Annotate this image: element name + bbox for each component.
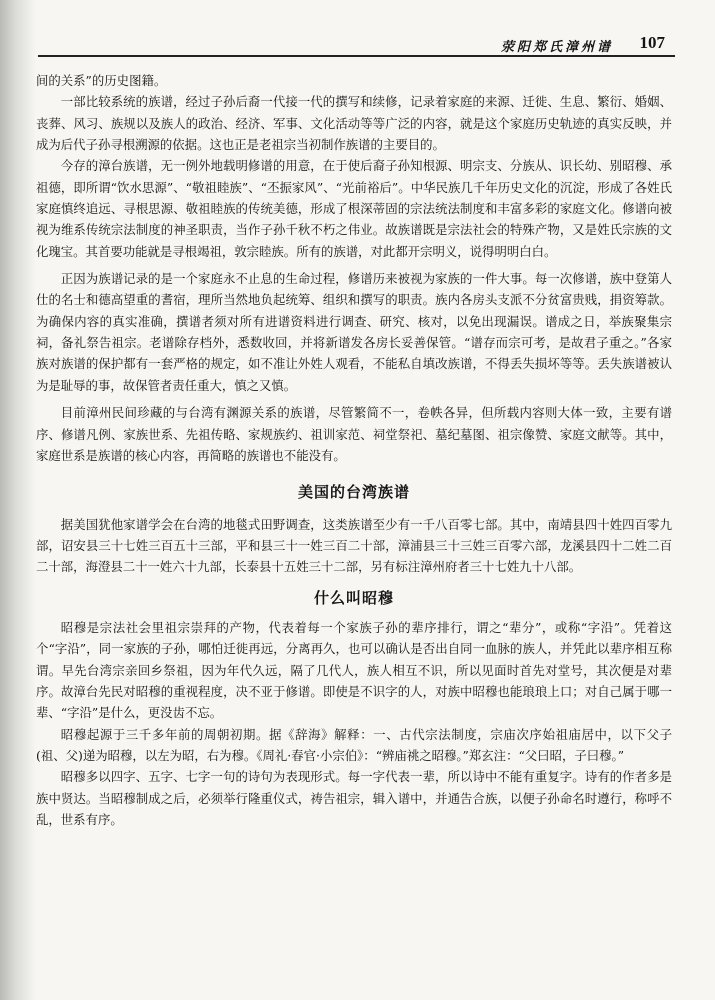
page-body (36, 70, 672, 830)
book-title: 荥阳郑氏漳州谱 (500, 40, 613, 55)
paragraph: 间的关系”的历史图籍。 (36, 73, 167, 88)
paragraph: 据美国犹他家谱学会在台湾的地毯式田野调查，这类族谱至少有一千八百零七部。其中，南靖县四十姓四百零九部，诏安县三十七姓三百五十三部，平和县三十一姓三百二十部，漳浦县三十三姓三百零六部，龙溪县四十二姓二百二十部，海澄县二十一姓六十九部，长泰县十五姓三十二部，另有标注漳州府者三十七姓九十八部。 (36, 516, 672, 575)
paragraph: 目前漳州民间珍藏的与台湾有渊源关系的族谱，尽管繁简不一，卷帙各异，但所载内容则大体一致，主要有谱序、修谱凡例、家族世系、先祖传略、家规族约、祖训家范、祠堂祭祀、墓纪墓图、祖宗像赞、家庭文献等。其中，家庭世系是族谱的核心内容，再简略的族谱也不能没有。 (36, 405, 672, 463)
paragraph: 今存的漳台族谱，无一例外地载明修谱的用意，在于使后裔子孙知根源、明宗支、分族从、识长幼、别昭穆、承祖德，即所谓“饮水思源”、“敬祖睦族”、“丕振家风”、“光前裕后”。中华民族几千年历史文化的沉淀，形成了各姓氏家庭慎终追远、寻根思源、敬祖睦族的传统美德，形成了根深蒂固的宗法统法制度和丰富多彩的家庭文化。修谱向被视为维系传统宗法制度的神圣职责，当作子孙千秋不朽之伟业。故族谱既是宗法社会的特殊产物，又是姓氏宗族的文化瑰宝。其首要功能就是寻根竭祖，敦宗睦族。所有的族谱，对此都开宗明义，说得明明白白。 (36, 158, 672, 259)
running-header (0, 28, 715, 56)
page-spine-shadow (0, 0, 36, 1000)
page-number: 107 (639, 33, 665, 52)
section-heading: 什么叫昭穆 (313, 588, 394, 607)
paragraph: 正因为族谱记录的是一个家庭永不止息的生命过程，修谱历来被视为家族的一件大事。每一次修谱，族中登第人仕的名士和德高望重的耆宿，理所当然地负起统筹、组织和撰写的职责。族内各房头支派不分贫富贵贱，捐资筹款。为确保内容的真实准确，撰谱者须对所有进谱资料进行调查、研究、核对，以免出现漏误。谱成之日，举族聚集宗祠，备礼祭告祖宗。老谱除存档外，悉数收回，并将新谱发各房长妥善保管。“谱存而宗可考，是故君子重之。”各家族对族谱的保护都有一套严格的规定，如不准让外姓人观看，不能私自填改族谱，不得丢失损坏等等。丢失族谱被认为是耻辱的事，故保管者责任重大，慎之又慎。 (36, 271, 672, 393)
header-rule (38, 55, 675, 57)
section-heading: 美国的台湾族谱 (297, 483, 410, 502)
paragraph: 一部比较系统的族谱，经过子孙后裔一代接一代的撰写和续修，记录着家庭的来源、迁徙、生息、繁衍、婚姻、丧葬、风习、族规以及族人的政治、经济、军事、文化活动等等广泛的内容，就是这个家庭历史轨迹的真实反映，并成为后代子孙寻根溯源的依据。这也正是老祖宗当初制作族谱的主要目的。 (36, 94, 672, 153)
paragraph: 昭穆多以四字、五字、七字一句的诗句为表现形式。每一字代表一辈，所以诗中不能有重复字。诗有的作者多是族中贤达。当昭穆制成之后，必须举行隆重仪式，祷告祖宗，辑入谱中，并通告合族，以便子孙命名时遵行，称呼不乱，世系有序。 (36, 769, 672, 827)
paragraph: 昭穆起源于三千多年前的周朝初期。据《辞海》解释：一、古代宗法制度，宗庙次序始祖庙居中，以下父子(祖、父)递为昭穆，以左为昭，右为穆。《周礼·春官·小宗伯》：“辨庙祧之昭穆。”郑玄注：“父曰昭，子曰穆。” (36, 726, 672, 763)
paragraph: 昭穆是宗法社会里祖宗崇拜的产物，代表着每一个家族子孙的辈序排行，谓之“辈分”，或称“字沿”。凭着这个“字沿”，同一家族的子孙，哪怕迁徙再远，分离再久，也可以确认是否出自同一血脉的族人，并凭此以辈序相互称谓。早先台湾宗亲回乡祭祖，因为年代久远，隔了几代人，族人相互不识，所以见面时首先对堂号，其次便是对辈序。故漳台先民对昭穆的重视程度，决不亚于修谱。即使是不识字的人，对族中昭穆也能琅琅上口；对自己属于哪一辈、“字沿”是什么，更没齿不忘。 (36, 619, 672, 721)
